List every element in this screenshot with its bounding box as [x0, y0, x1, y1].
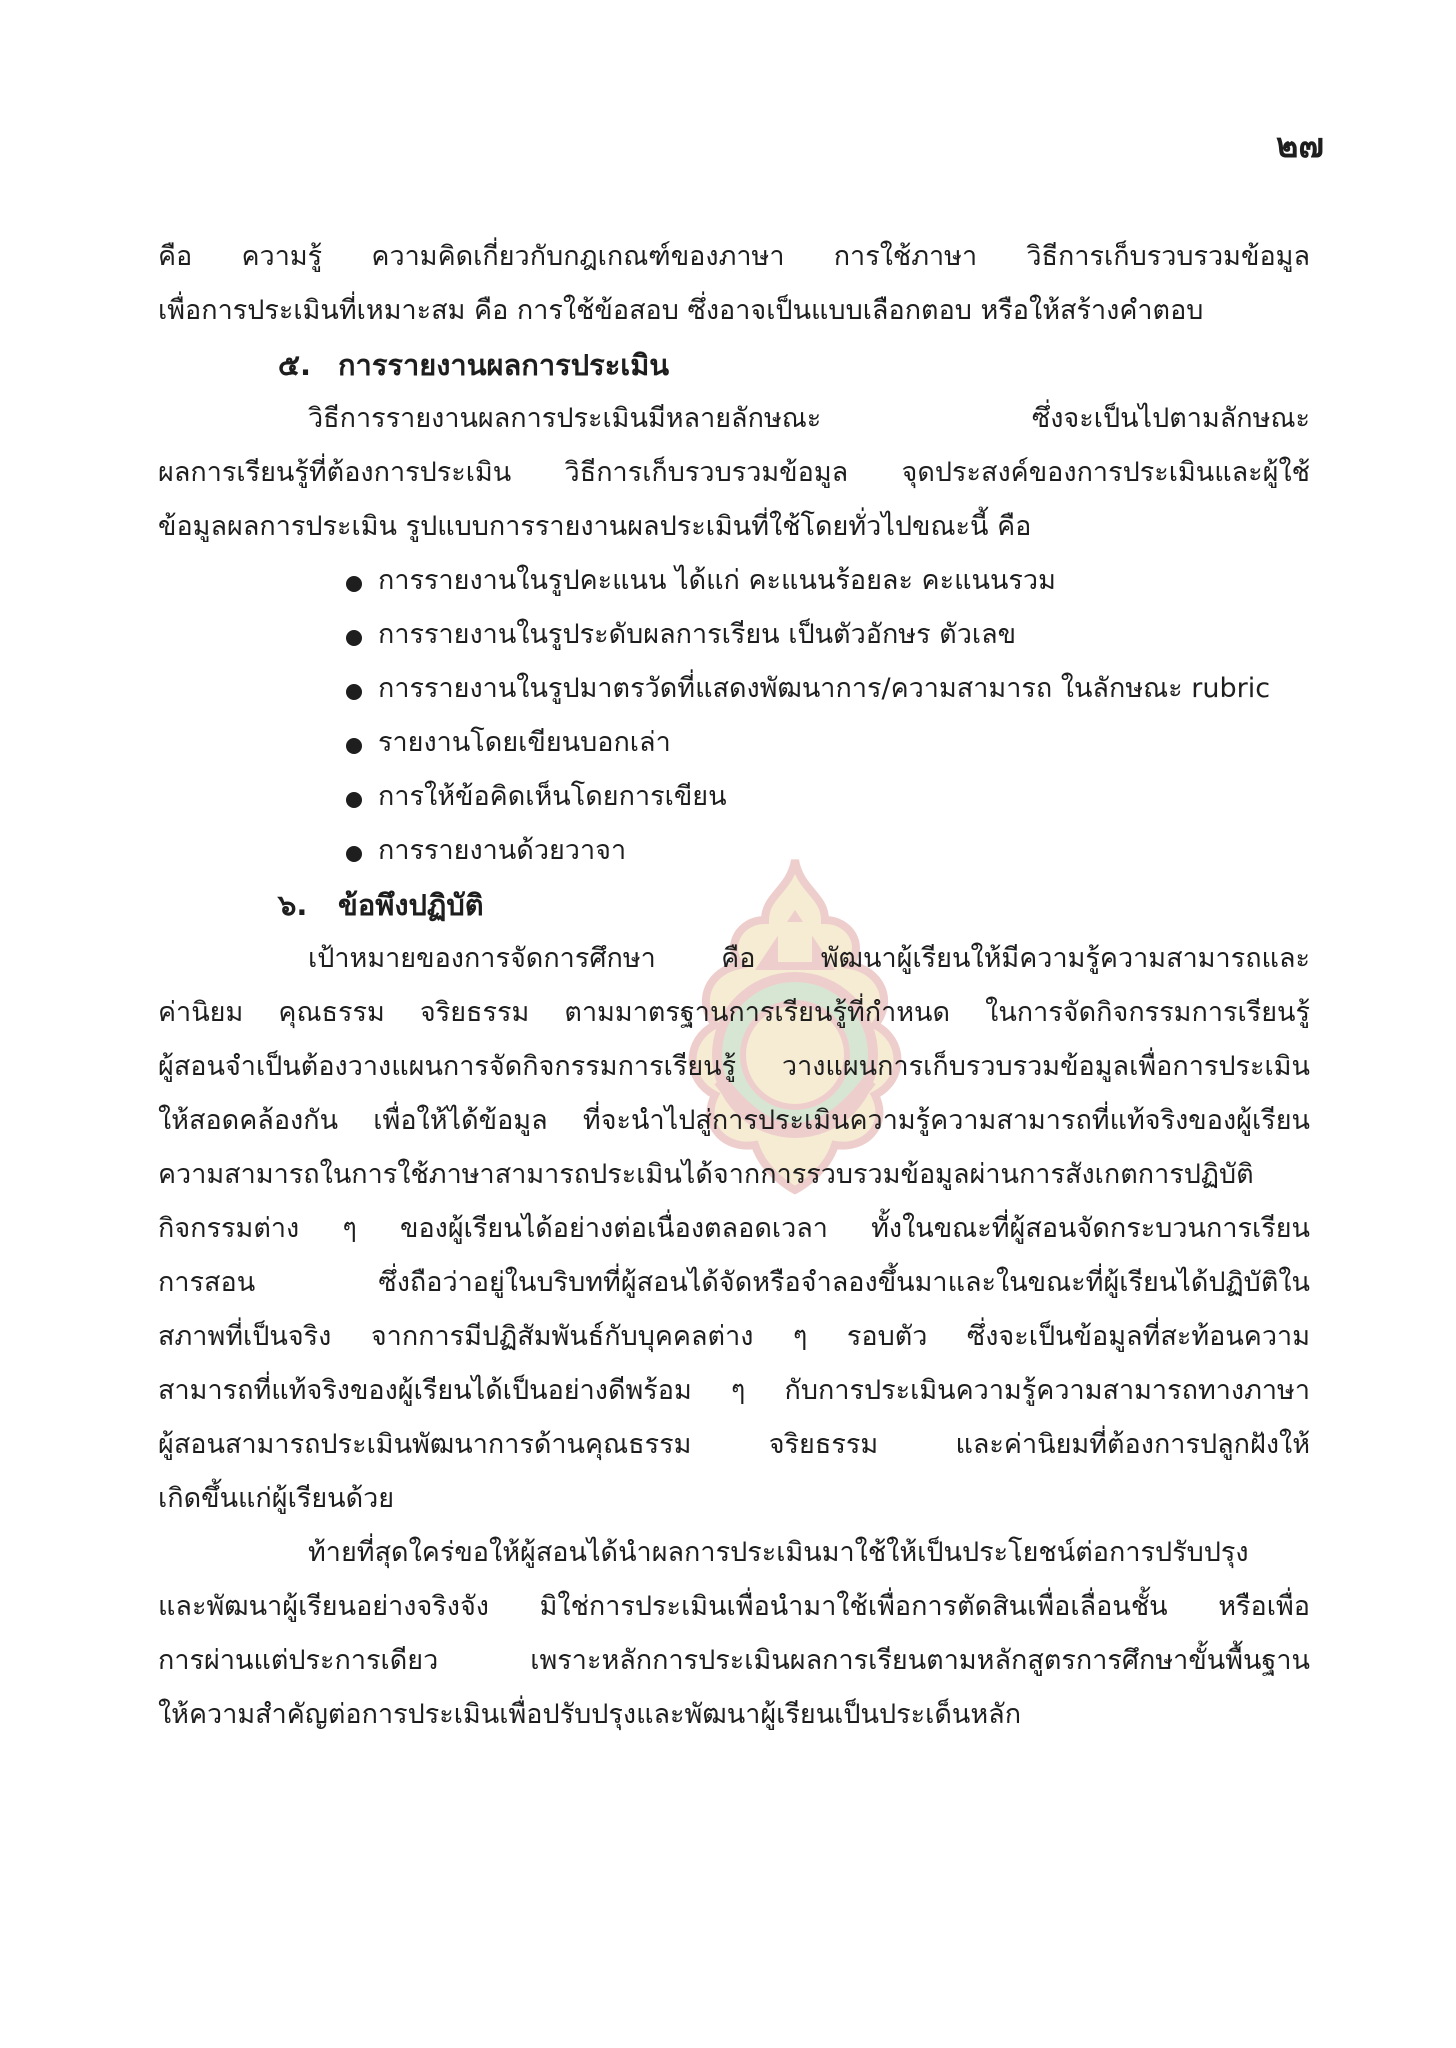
list-item-text: การรายงานในรูปมาตรวัดที่แสดงพัฒนาการ/ความสามารถ ในลักษณะ rubric	[378, 673, 1271, 704]
text-line: ผู้สอนสามารถประเมินพัฒนาการด้านคุณธรรม จริยธรรม และค่านิยมที่ต้องการปลูกฝังให้	[158, 1429, 1310, 1460]
text-line: กิจกรรมต่าง ๆ ของผู้เรียนได้อย่างต่อเนื่องตลอดเวลา ทั้งในขณะที่ผู้สอนจัดกระบวนการเรียน	[158, 1213, 1310, 1244]
text-line: ข้อมูลผลการประเมิน รูปแบบการรายงานผลประเมินที่ใช้โดยทั่วไปขณะนี้ คือ	[158, 511, 1032, 542]
section-6-paragraph-1	[158, 932, 1310, 1526]
text-line: ท้ายที่สุดใคร่ขอให้ผู้สอนได้นำผลการประเมินมาใช้ให้เป็นประโยชน์ต่อการปรับปรุง	[308, 1537, 1249, 1568]
text-line: คือ ความรู้ ความคิดเกี่ยวกับกฎเกณฑ์ของภาษา การใช้ภาษา วิธีการเก็บรวบรวมข้อมูล	[158, 241, 1310, 272]
bullet-icon	[346, 576, 362, 592]
list-item	[346, 770, 1310, 824]
text-line: การผ่านแต่ประการเดียว เพราะหลักการประเมินผลการเรียนตามหลักสูตรการศึกษาขั้นพื้นฐาน	[158, 1645, 1310, 1676]
text-line: ผลการเรียนรู้ที่ต้องการประเมิน วิธีการเก็บรวบรวมข้อมูล จุดประสงค์ของการประเมินและผู้ใช้	[158, 457, 1310, 488]
list-item-text: การรายงานด้วยวาจา	[378, 835, 627, 866]
section-6-title: ข้อพึงปฏิบัติ	[338, 888, 484, 922]
bullet-icon	[346, 684, 362, 700]
list-item	[346, 554, 1310, 608]
bullet-icon	[346, 738, 362, 754]
section-6-number: ๖.	[278, 888, 308, 922]
section-6-heading	[158, 878, 1310, 932]
text-line: เป้าหมายของการจัดการศึกษา คือ พัฒนาผู้เรียนให้มีความรู้ความสามารถและ	[308, 943, 1310, 974]
text-line: การสอน ซึ่งถือว่าอยู่ในบริบทที่ผู้สอนได้จัดหรือจำลองขึ้นมาและในขณะที่ผู้เรียนได้ปฏิบัติใน	[158, 1267, 1310, 1298]
list-item-text: รายงานโดยเขียนบอกเล่า	[378, 727, 671, 758]
text-line: ผู้สอนจำเป็นต้องวางแผนการจัดกิจกรรมการเรียนรู้ วางแผนการเก็บรวบรวมข้อมูลเพื่อการประเมิน	[158, 1051, 1310, 1082]
list-item-text: การรายงานในรูประดับผลการเรียน เป็นตัวอักษร ตัวเลข	[378, 619, 1017, 650]
text-line: ความสามารถในการใช้ภาษาสามารถประเมินได้จากการรวบรวมข้อมูลผ่านการสังเกตการปฏิบัติ	[158, 1159, 1254, 1190]
text-line: และพัฒนาผู้เรียนอย่างจริงจัง มิใช่การประเมินเพื่อนำมาใช้เพื่อการตัดสินเพื่อเลื่อนชั้น หรือเพื่อ	[158, 1591, 1310, 1622]
text-line: สามารถที่แท้จริงของผู้เรียนได้เป็นอย่างดีพร้อม ๆ กับการประเมินความรู้ความสามารถทางภาษา	[158, 1375, 1310, 1406]
page-number: ๒๗	[1276, 126, 1324, 166]
text-line: ให้สอดคล้องกัน เพื่อให้ได้ข้อมูล ที่จะนำไปสู่การประเมินความรู้ความสามารถที่แท้จริงของผู้เรียน	[158, 1105, 1310, 1136]
text-line: เพื่อการประเมินที่เหมาะสม คือ การใช้ข้อสอบ ซึ่งอาจเป็นแบบเลือกตอบ หรือให้สร้างคำตอบ	[158, 295, 1204, 326]
list-item-text: การให้ข้อคิดเห็นโดยการเขียน	[378, 781, 727, 812]
document-body	[158, 230, 1310, 1742]
section-6-paragraph-2	[158, 1526, 1310, 1742]
section-5-heading	[158, 338, 1310, 392]
list-item	[346, 608, 1310, 662]
list-item	[346, 824, 1310, 878]
text-line: ค่านิยม คุณธรรม จริยธรรม ตามมาตรฐานการเรียนรู้ที่กำหนด ในการจัดกิจกรรมการเรียนรู้	[158, 997, 1310, 1028]
report-format-list	[158, 554, 1310, 878]
section-5-number: ๕.	[278, 348, 311, 382]
text-line: วิธีการรายงานผลการประเมินมีหลายลักษณะ ซึ่งจะเป็นไปตามลักษณะ	[308, 403, 1310, 434]
list-item	[346, 716, 1310, 770]
list-item	[346, 662, 1310, 716]
text-line: สภาพที่เป็นจริง จากการมีปฏิสัมพันธ์กับบุคคลต่าง ๆ รอบตัว ซึ่งจะเป็นข้อมูลที่สะท้อนความ	[158, 1321, 1310, 1352]
bullet-icon	[346, 846, 362, 862]
section-5-paragraph	[158, 392, 1310, 554]
list-item-text: การรายงานในรูปคะแนน ได้แก่ คะแนนร้อยละ คะแนนรวม	[378, 565, 1056, 596]
section-5-title: การรายงานผลการประเมิน	[338, 348, 670, 382]
text-line: ให้ความสำคัญต่อการประเมินเพื่อปรับปรุงและพัฒนาผู้เรียนเป็นประเด็นหลัก	[158, 1699, 1022, 1730]
intro-paragraph	[158, 230, 1310, 338]
bullet-icon	[346, 792, 362, 808]
text-line: เกิดขึ้นแก่ผู้เรียนด้วย	[158, 1483, 395, 1514]
bullet-icon	[346, 630, 362, 646]
